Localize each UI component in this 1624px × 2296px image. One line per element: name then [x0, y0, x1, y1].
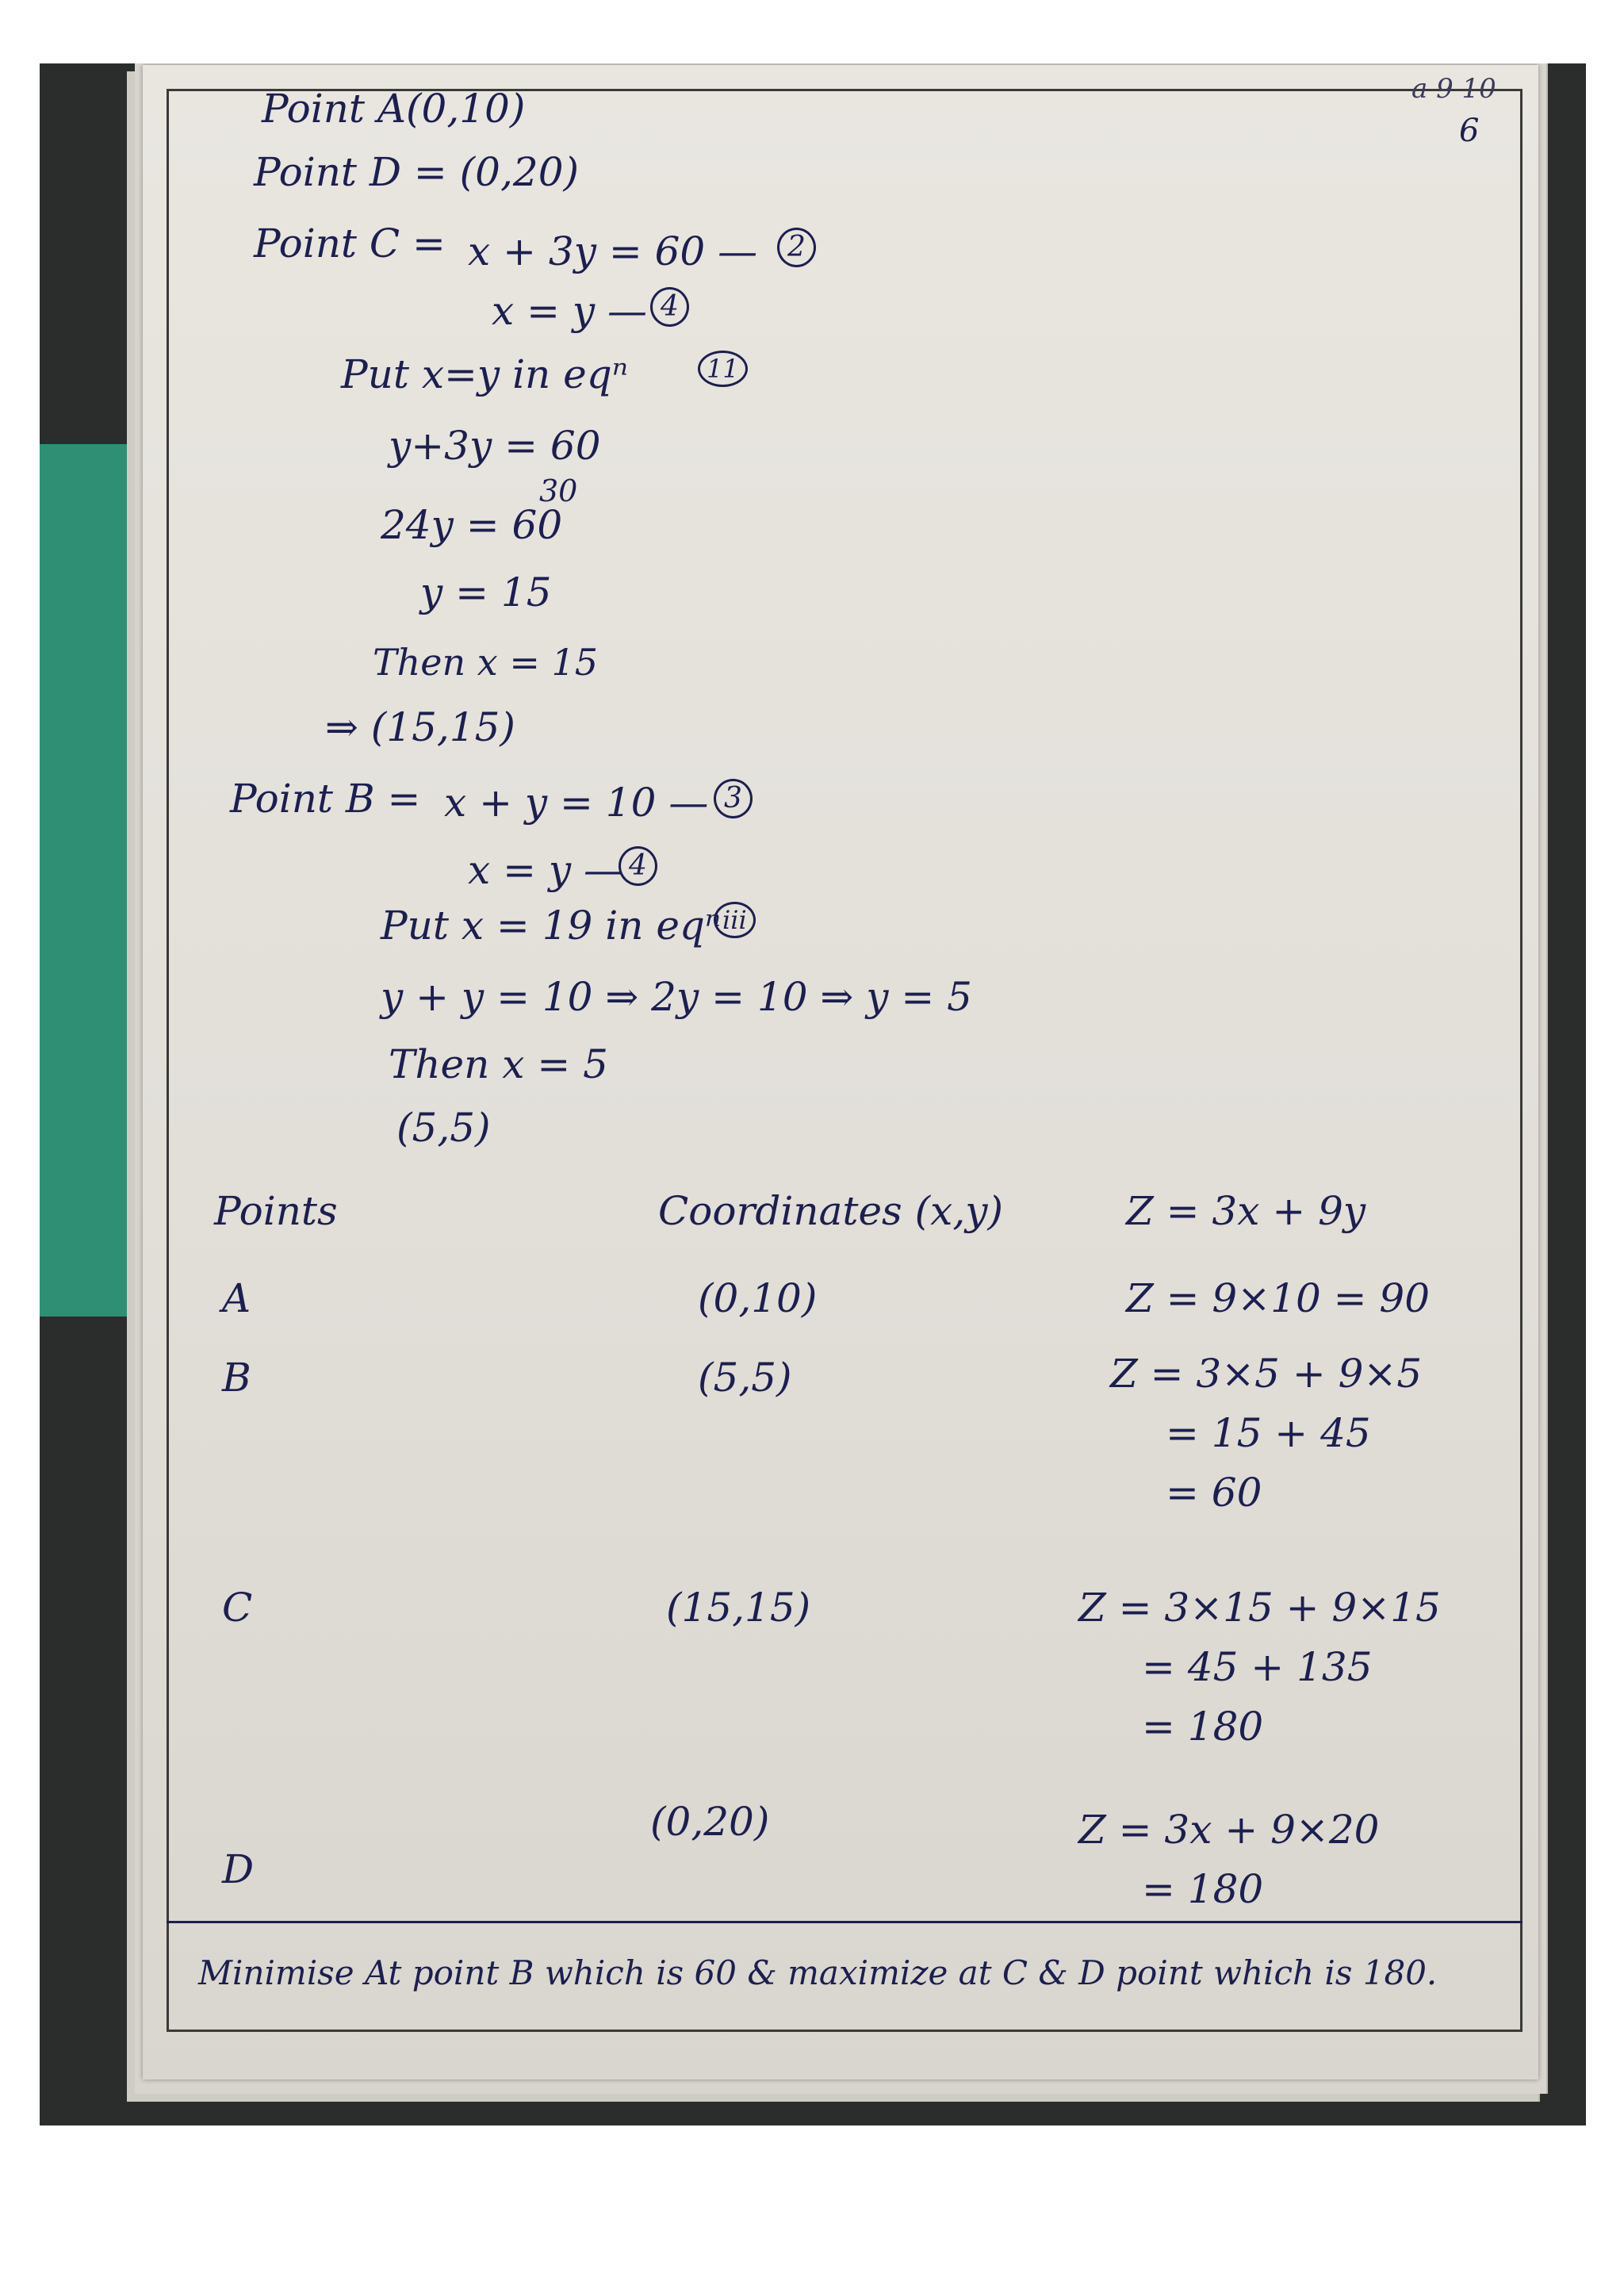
table-cell-z: = 45 + 135	[1142, 1644, 1373, 1690]
table-cell-z: = 15 + 45	[1166, 1410, 1371, 1456]
table-header-points: Points	[214, 1188, 338, 1234]
point-a-line: Point A(0,10)	[262, 86, 526, 132]
conclusion-divider	[167, 1921, 1522, 1923]
point-c-step: 24y = 60	[381, 502, 563, 548]
point-c-heading: Point C =	[254, 220, 446, 266]
table-cell-point: A	[222, 1275, 251, 1321]
point-d-line: Point D = (0,20)	[254, 149, 580, 195]
eq-ref-badge: 2	[777, 228, 816, 267]
point-c-eq-sub: x = y —	[492, 288, 648, 334]
page-number: 6	[1459, 113, 1480, 149]
eq-ref-badge: 4	[619, 846, 657, 886]
table-cell-z: = 180	[1142, 1866, 1264, 1912]
table-header-coordinates: Coordinates (x,y)	[658, 1188, 1003, 1234]
answer-sheet	[143, 65, 1538, 2079]
point-c-step: y = 15	[420, 569, 552, 615]
point-c-then: Then x = 15	[373, 641, 599, 684]
point-b-then: Then x = 5	[389, 1041, 608, 1087]
eq-ref-badge: 3	[714, 779, 753, 818]
table-cell-coords: (15,15)	[666, 1585, 811, 1631]
table-cell-z: Z = 9×10 = 90	[1126, 1275, 1431, 1321]
point-c-result: ⇒ (15,15)	[325, 704, 515, 750]
table-cell-z: Z = 3x + 9×20	[1078, 1807, 1380, 1853]
table-cell-coords: (0,20)	[650, 1799, 770, 1845]
eq-ref-badge: 11	[698, 351, 748, 387]
point-c-eq-main: x + 3y = 60 —	[468, 228, 758, 274]
table-cell-z: Z = 3×15 + 9×15	[1078, 1585, 1441, 1631]
point-b-result: (5,5)	[396, 1105, 491, 1151]
point-c-put: Put x=y in eqⁿ	[341, 351, 629, 397]
point-c-correction: 30	[539, 473, 578, 508]
photo-background	[40, 63, 1586, 2125]
eq-ref-badge: iii	[714, 902, 756, 938]
table-cell-coords: (5,5)	[698, 1355, 792, 1401]
corner-marks: a 9 10	[1411, 73, 1496, 105]
table-header-z: Z = 3x + 9y	[1126, 1188, 1366, 1234]
table-cell-point: C	[222, 1585, 253, 1631]
point-b-put: Put x = 19 in eqⁿ	[381, 903, 722, 949]
table-cell-z: = 180	[1142, 1704, 1264, 1750]
table-cell-z: Z = 3×5 + 9×5	[1110, 1351, 1423, 1397]
point-b-step: y + y = 10 ⇒ 2y = 10 ⇒ y = 5	[381, 974, 972, 1020]
point-c-step: y+3y = 60	[389, 423, 601, 469]
conclusion-text: Minimise At point B which is 60 & maximize at C & D point which is 180.	[198, 1953, 1438, 1992]
point-b-eq-main: x + y = 10 —	[444, 780, 709, 826]
eq-ref-badge: 4	[650, 287, 689, 327]
table-cell-z: = 60	[1166, 1470, 1262, 1516]
table-cell-point: B	[222, 1355, 251, 1401]
table-cell-coords: (0,10)	[698, 1275, 818, 1321]
point-b-heading: Point B =	[230, 776, 421, 822]
table-cell-point: D	[222, 1846, 255, 1892]
point-b-eq-sub: x = y —	[468, 847, 624, 893]
